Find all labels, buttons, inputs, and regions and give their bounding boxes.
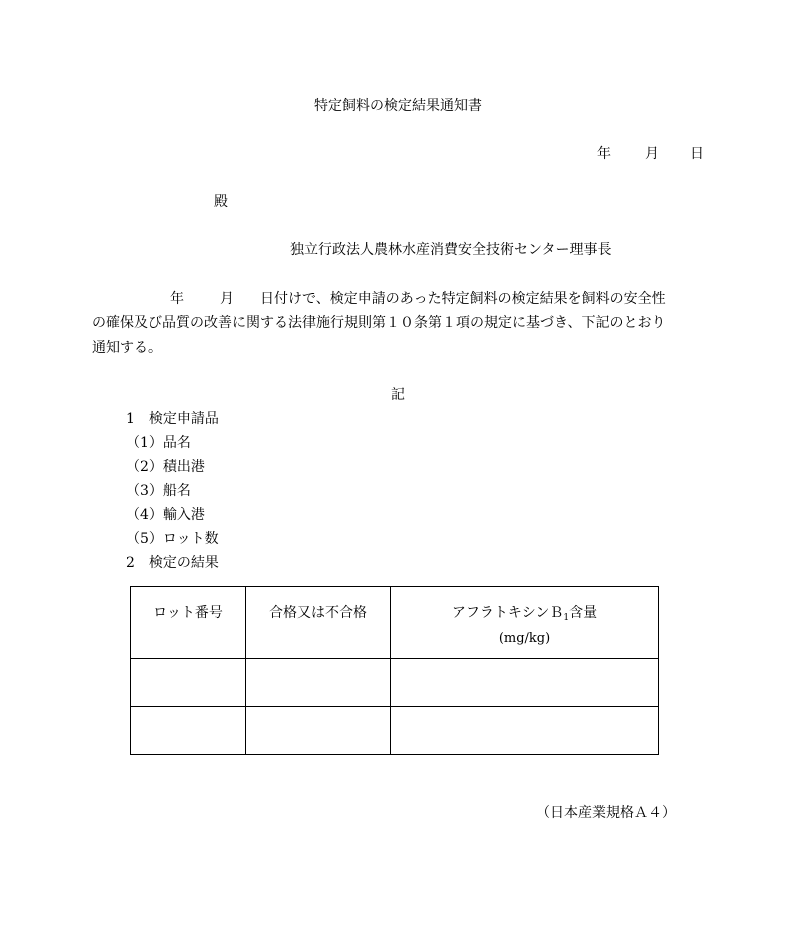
body-text-1: 日付けで、検定申請のあった特定飼料の検定結果を飼料の安全性 xyxy=(260,291,666,307)
header-pass-fail: 合格又は不合格 xyxy=(246,587,391,659)
addressee-suffix: 殿 xyxy=(214,194,228,210)
table-cell xyxy=(131,659,246,707)
body-text-line-1 xyxy=(92,292,666,306)
date-day-label: 日 xyxy=(690,146,704,162)
table-cell xyxy=(131,707,246,755)
body-year-label: 年 xyxy=(170,291,184,307)
list-item-loading-port: （2）積出港 xyxy=(126,459,205,475)
body-text-line-2: の確保及び品質の改善に関する法律施行規則第１０条第１項の規定に基づき、下記のとおり xyxy=(92,315,666,331)
header-aflatoxin-label: アフラトキシンＢ$_1$含量 xyxy=(451,605,598,623)
section-2-heading: 2 検定の結果 xyxy=(126,555,219,571)
table-cell xyxy=(246,707,391,755)
paper-size-note: （日本産業規格Ａ４） xyxy=(536,805,676,821)
issuer-name: 独立行政法人農林水産消費安全技術センター理事長 xyxy=(290,242,612,258)
table-cell xyxy=(246,659,391,707)
date-year-label: 年 xyxy=(597,146,611,162)
ki-heading: 記 xyxy=(391,387,405,403)
result-table xyxy=(130,586,659,755)
list-item-product-name: （1）品名 xyxy=(126,435,191,451)
list-item-import-port: （4）輸入港 xyxy=(126,507,205,523)
table-row xyxy=(131,707,659,755)
list-item-ship-name: （3）船名 xyxy=(126,483,191,499)
table-cell xyxy=(391,707,659,755)
table-header-row xyxy=(131,587,659,659)
header-aflatoxin-content xyxy=(391,587,659,659)
table-cell xyxy=(391,659,659,707)
date-month-label: 月 xyxy=(645,146,659,162)
section-1-heading: 1 検定申請品 xyxy=(126,411,219,427)
body-month-label: 月 xyxy=(220,291,234,307)
table-row xyxy=(131,659,659,707)
header-unit: (mg/kg) xyxy=(498,631,551,646)
list-item-lot-count: （5）ロット数 xyxy=(126,531,219,547)
body-text-line-3: 通知する。 xyxy=(92,340,162,356)
document-title: 特定飼料の検定結果通知書 xyxy=(314,98,482,114)
header-lot-number: ロット番号 xyxy=(131,587,246,659)
